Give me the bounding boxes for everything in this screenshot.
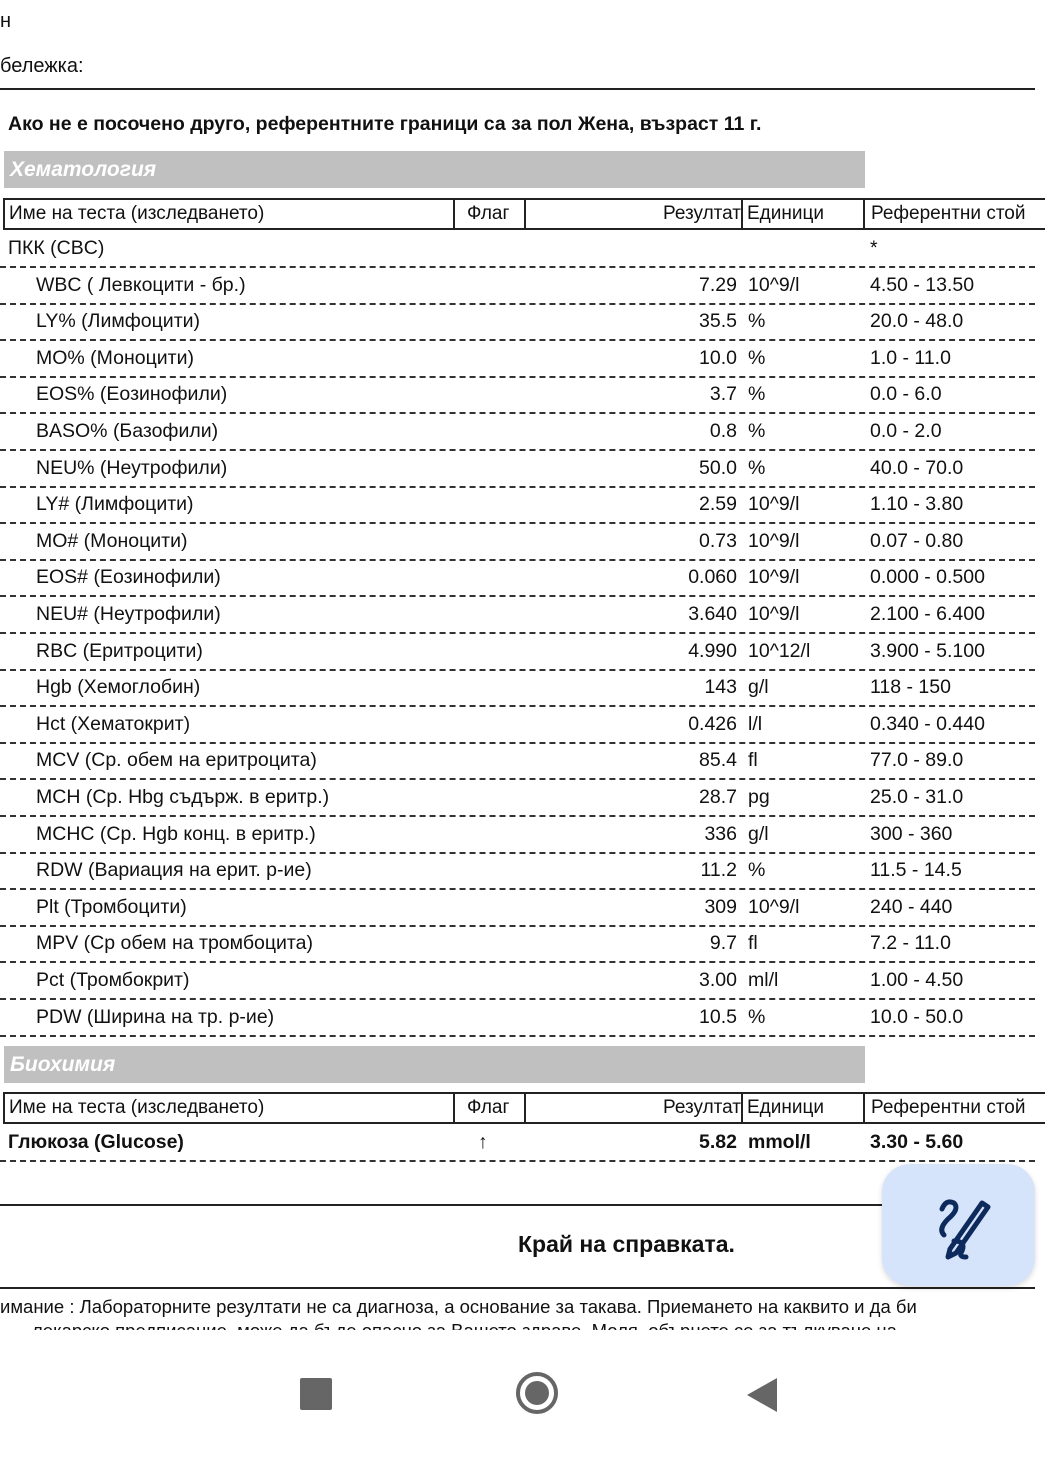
result-value: 50.0 (699, 456, 737, 479)
note-label: бележка: (0, 55, 84, 77)
table-row (0, 633, 1035, 671)
table-row (0, 596, 1035, 634)
table-row-group (0, 230, 1035, 268)
back-button[interactable] (743, 1376, 779, 1414)
test-name: MCH (Ср. Hbg съдърж. в еритр.) (36, 786, 330, 808)
test-name: Hct (Хематокрит) (36, 712, 191, 735)
reference-range: 4.50 - 13.50 (870, 273, 975, 296)
result-value: 5.82 (699, 1131, 737, 1153)
test-name: RDW (Вариация на ерит. р-ие) (36, 859, 312, 882)
reference-range: 25.0 - 31.0 (870, 786, 964, 808)
table-row (0, 303, 1035, 341)
divider (0, 1204, 1035, 1206)
col-units: Единици (741, 200, 863, 228)
divider (0, 1287, 1035, 1289)
table-row (0, 486, 1035, 524)
table-row (0, 559, 1035, 597)
reference-range: 20.0 - 48.0 (870, 310, 964, 333)
col-result: Резултат (524, 200, 741, 228)
col-units: Единици (741, 1094, 863, 1122)
reference-range: 0.0 - 6.0 (870, 383, 942, 406)
table-row (0, 1124, 1035, 1162)
unit: ml/l (748, 969, 779, 991)
annotate-button[interactable] (882, 1164, 1035, 1286)
test-name: Plt (Тромбоцити) (36, 895, 187, 918)
test-name: BASO% (Базофили) (36, 420, 219, 442)
reference-range: 300 - 360 (870, 822, 953, 845)
table-row (0, 962, 1035, 1000)
result-value: 9.7 (709, 932, 737, 955)
reference-range: 77.0 - 89.0 (870, 749, 964, 772)
unit: fl (748, 932, 758, 955)
back-icon (747, 1378, 777, 1412)
reference-range: 1.10 - 3.80 (870, 493, 964, 516)
test-name: ПКК (CBC) (8, 237, 105, 259)
unit: % (748, 310, 766, 333)
result-value: 336 (704, 822, 737, 845)
table-row (0, 376, 1035, 414)
col-name: Име на теста (изследването) (9, 1097, 265, 1118)
result-value: 7.29 (699, 273, 737, 296)
unit: % (748, 859, 766, 882)
disclaimer-line-1: имание : Лабораторните резултати не са диагноза, а основание за такава. Приемането на каквито и да би (0, 1296, 917, 1317)
unit: g/l (748, 676, 769, 699)
unit: pg (748, 786, 770, 808)
unit: 10^9/l (748, 895, 800, 918)
reference-range: 3.30 - 5.60 (870, 1131, 964, 1153)
test-name: Hgb (Хемоглобин) (36, 676, 201, 699)
unit: % (748, 456, 766, 479)
result-value: 3.7 (709, 383, 737, 406)
col-flag: Флаг (453, 1094, 523, 1122)
col-reference: Референтни стой (863, 1094, 1026, 1122)
reference-range: 1.0 - 11.0 (870, 346, 951, 369)
reference-range: 11.5 - 14.5 (870, 859, 962, 882)
table-row (0, 340, 1035, 378)
reference-range: 0.340 - 0.440 (870, 712, 985, 735)
result-value: 3.640 (688, 603, 737, 625)
test-name: LY# (Лимфоцити) (36, 493, 194, 516)
unit: g/l (748, 822, 769, 845)
test-name: Глюкоза (Glucose) (8, 1131, 184, 1153)
unit: mmol/l (748, 1131, 811, 1153)
table-header-hematology (3, 198, 1045, 230)
table-row (0, 816, 1035, 854)
result-value: 0.8 (709, 420, 737, 442)
col-result: Резултат (524, 1094, 741, 1122)
unit: 10^9/l (748, 273, 800, 296)
unit: 10^9/l (748, 493, 800, 516)
table-row (0, 706, 1035, 744)
table-row (0, 523, 1035, 561)
result-value: 28.7 (699, 786, 737, 808)
reference-range: 240 - 440 (870, 895, 953, 918)
section-hematology: Хематология (4, 151, 865, 188)
result-value: 10.5 (699, 1005, 737, 1028)
table-row (0, 889, 1035, 927)
test-name: LY% (Лимфоцити) (36, 310, 201, 333)
reference-range: 0.07 - 0.80 (870, 529, 964, 552)
result-value: 85.4 (699, 749, 737, 772)
home-button[interactable] (516, 1372, 558, 1414)
reference-range: 2.100 - 6.400 (870, 603, 985, 625)
result-value: 0.060 (688, 566, 737, 589)
pen-squiggle-icon (882, 1164, 1035, 1286)
unit: % (748, 383, 766, 406)
col-name: Име на теста (изследването) (9, 203, 265, 224)
test-name: Pct (Тромбокрит) (36, 969, 190, 991)
reference-range: 40.0 - 70.0 (870, 456, 964, 479)
test-name: RBC (Еритроцити) (36, 639, 203, 662)
test-name: MO# (Моноцити) (36, 529, 188, 552)
result-value: 35.5 (699, 310, 737, 333)
reference-range: 0.000 - 0.500 (870, 566, 985, 589)
cut-header-text: н (0, 10, 12, 32)
test-name: WBC ( Левкоцити - бр.) (36, 273, 246, 296)
table-row (0, 450, 1035, 488)
reference-range: 118 - 150 (870, 676, 951, 699)
unit: % (748, 420, 766, 442)
divider (0, 88, 1035, 90)
result-value: 2.59 (699, 493, 737, 516)
result-value: 309 (704, 895, 737, 918)
table-row (0, 669, 1035, 707)
result-value: 3.00 (699, 969, 737, 991)
unit: 10^9/l (748, 603, 800, 625)
section-biochemistry: Биохимия (4, 1046, 865, 1083)
unit: 10^9/l (748, 566, 800, 589)
test-name: NEU% (Неутрофили) (36, 456, 228, 479)
result-value: 11.2 (700, 859, 737, 882)
test-name: PDW (Ширина на тр. р-ие) (36, 1005, 275, 1028)
result-value: 0.73 (699, 529, 737, 552)
table-row (0, 413, 1035, 451)
test-name: MCV (Ср. обем на еритроцита) (36, 749, 317, 772)
reference-range: * (870, 237, 878, 259)
unit: 10^12/l (748, 639, 811, 662)
reference-range: 1.00 - 4.50 (870, 969, 964, 991)
table-row (0, 925, 1035, 963)
unit: % (748, 346, 766, 369)
end-of-report: Край на справката. (518, 1231, 735, 1257)
reference-note: Ако не е посочено друго, референтните граници са за пол Жена, възраст 11 г. (8, 113, 762, 135)
result-value: 4.990 (688, 639, 737, 662)
result-value: 143 (704, 676, 737, 699)
unit: % (748, 1005, 766, 1028)
table-header-biochemistry (3, 1092, 1045, 1124)
reference-range: 10.0 - 50.0 (870, 1005, 964, 1028)
test-name: EOS% (Еозинофили) (36, 383, 228, 406)
navigation-bar (0, 1330, 1035, 1460)
table-row (0, 267, 1035, 305)
reference-range: 0.0 - 2.0 (870, 420, 942, 442)
reference-range: 7.2 - 11.0 (870, 932, 951, 955)
table-row (0, 852, 1035, 890)
unit: 10^9/l (748, 529, 800, 552)
test-name: MO% (Моноцити) (36, 346, 194, 369)
home-icon (525, 1381, 549, 1405)
result-value: 0.426 (688, 712, 737, 735)
test-name: EOS# (Еозинофили) (36, 566, 221, 589)
result-value: 10.0 (699, 346, 737, 369)
test-name: NEU# (Неутрофили) (36, 603, 221, 625)
unit: fl (748, 749, 758, 772)
flag-high-icon: ↑ (478, 1131, 488, 1153)
reference-range: 3.900 - 5.100 (870, 639, 985, 662)
unit: l/l (748, 712, 763, 735)
col-reference: Референтни стой (863, 200, 1026, 228)
table-row (0, 779, 1035, 817)
table-row (0, 742, 1035, 780)
col-flag: Флаг (453, 200, 523, 228)
test-name: MCHC (Ср. Hgb конц. в еритр.) (36, 822, 316, 845)
test-name: MPV (Ср обем на тромбоцита) (36, 932, 313, 955)
recents-button[interactable] (300, 1378, 332, 1410)
table-row (0, 999, 1035, 1037)
